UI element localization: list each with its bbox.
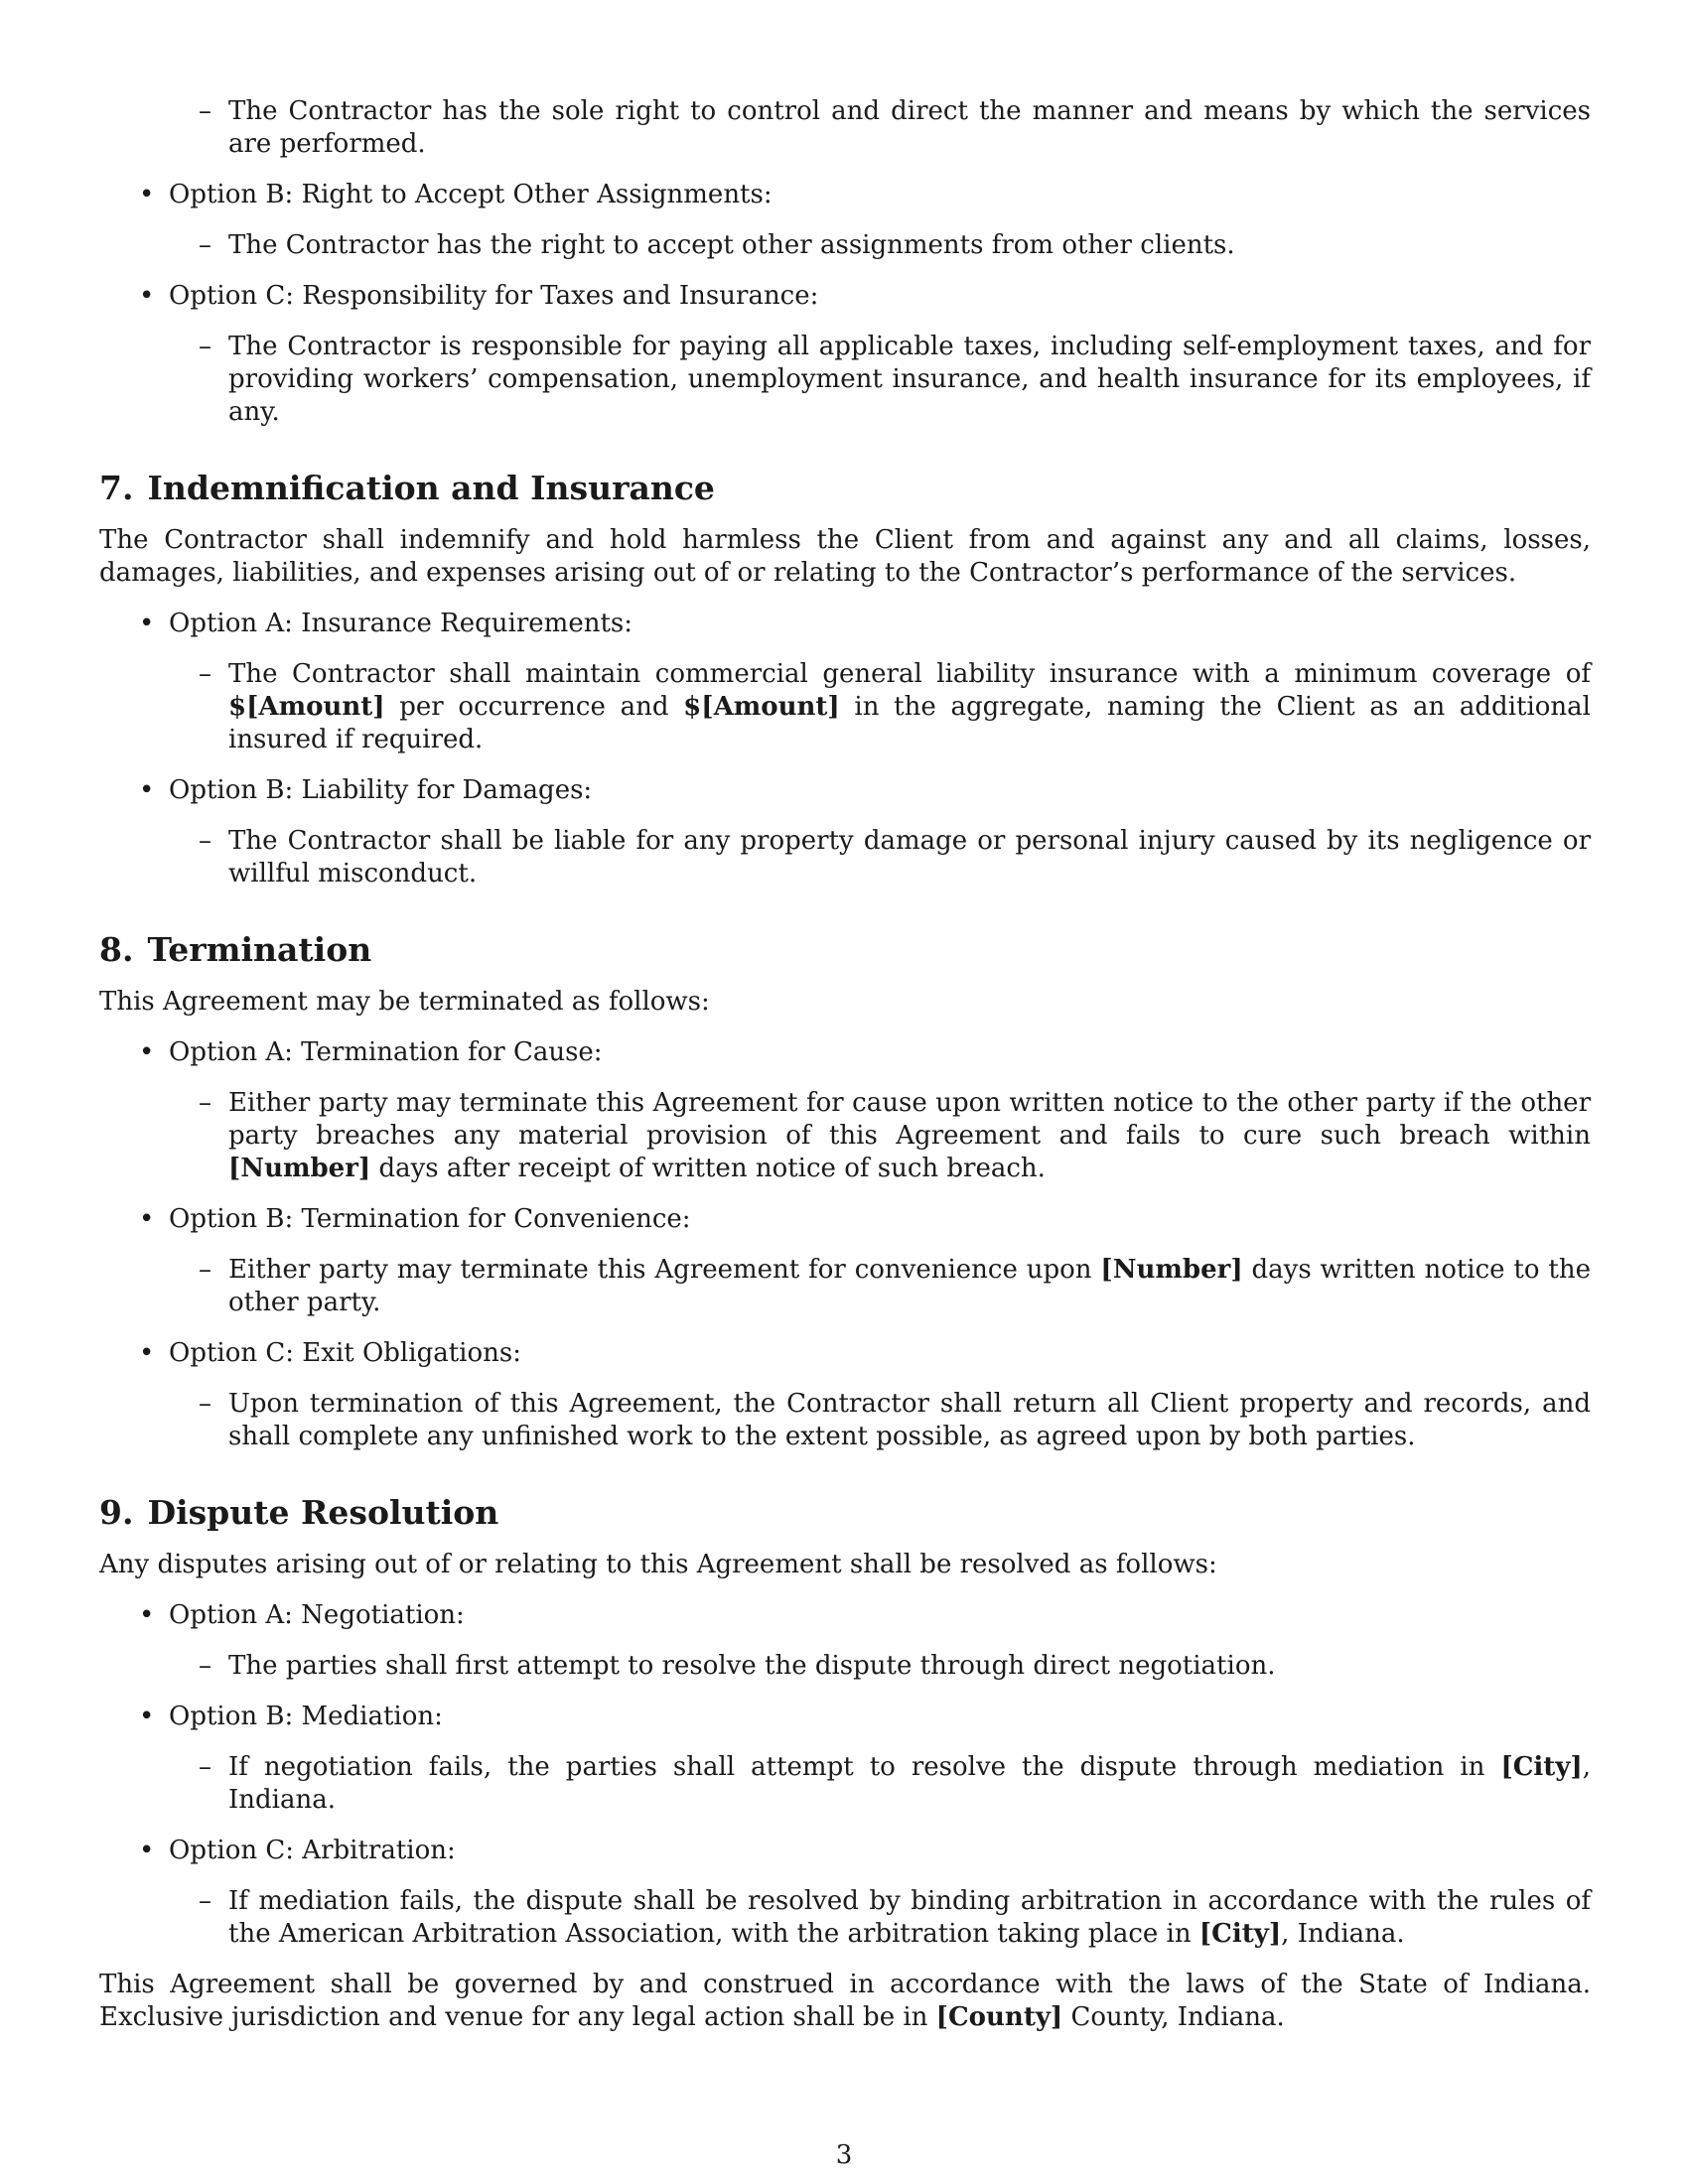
section-7-intro: The Contractor shall indemnify and hold harmless the Client from and against any and all claims, losses, damages, liabilities, and expenses arising out of or relating to the Contractor’s performance of the services.: [99, 525, 1591, 588]
section-9-heading: 9. Dispute Resolution: [99, 1493, 499, 1532]
sec9-option-b-text: – If negotiation fails, the parties shall attempt to resolve the dispute through mediation in [City], Indiana.: [99, 1751, 1591, 1817]
sec9-option-c-label: • Option C: Arbitration:: [99, 1835, 1591, 1867]
sec9-option-c-text: – If mediation fails, the dispute shall be resolved by binding arbitration in accordance with the rules of the American Arbitration Association, with the arbitration taking place in [City], Indiana.: [99, 1885, 1591, 1951]
county-placeholder: [County]: [935, 2002, 1063, 2032]
sec7-option-b-label: • Option B: Liability for Damages:: [99, 774, 1591, 807]
section-9-intro: Any disputes arising out of or relating to this Agreement shall be resolved as follows:: [99, 1550, 1217, 1579]
sec9-option-b-label: • Option B: Mediation:: [99, 1701, 1591, 1733]
sec6-option-b-label: • Option B: Right to Accept Other Assignments:: [99, 179, 1591, 211]
sec8-option-c-label: • Option C: Exit Obligations:: [99, 1337, 1591, 1370]
document-page: [99, 95, 1591, 2052]
sec7-option-a-text: – The Contractor shall maintain commercial general liability insurance with a minimum coverage of $[Amount] per occurrence and $[Amount] in the aggregate, naming the Client as an additional insured if required.: [99, 658, 1591, 756]
sec7-option-a-label: • Option A: Insurance Requirements:: [99, 608, 1591, 640]
city-placeholder: [City]: [1198, 1919, 1282, 1949]
sec8-option-a-text: – Either party may terminate this Agreement for cause upon written notice to the other party if the other party breaches any material provision of this Agreement and fails to cure such breach within [Number] days after receipt of written notice of such breach.: [99, 1087, 1591, 1185]
amount-placeholder: $[Amount]: [683, 692, 840, 722]
sec8-option-a-label: • Option A: Termination for Cause:: [99, 1036, 1591, 1069]
sec6-option-a-text: – The Contractor has the sole right to control and direct the manner and means by which the services are performed.: [99, 95, 1591, 161]
governing-law-paragraph: This Agreement shall be governed by and construed in accordance with the laws of the State of Indiana. Exclusive jurisdiction and venue for any legal action shall be in [County] County, Indiana.: [99, 1970, 1591, 2032]
amount-placeholder: $[Amount]: [228, 692, 385, 722]
number-placeholder: [Number]: [1100, 1255, 1243, 1285]
section-8-intro: This Agreement may be terminated as follows:: [99, 987, 710, 1017]
sec8-option-b-label: • Option B: Termination for Convenience:: [99, 1203, 1591, 1236]
number-placeholder: [Number]: [228, 1154, 371, 1183]
sec9-option-a-label: • Option A: Negotiation:: [99, 1599, 1591, 1632]
sec6-option-c-text: – The Contractor is responsible for paying all applicable taxes, including self-employment taxes, and for providing workers’ compensation, unemployment insurance, and health insurance for its employees, if any.: [99, 331, 1591, 429]
section-7-heading: 7. Indemnification and Insurance: [99, 469, 715, 507]
city-placeholder: [City]: [1500, 1752, 1583, 1782]
sec8-option-b-text: – Either party may terminate this Agreement for convenience upon [Number] days written notice to the other party.: [99, 1254, 1591, 1319]
sec6-option-b-text: – The Contractor has the right to accept other assignments from other clients.: [99, 229, 1591, 262]
sec7-option-b-text: – The Contractor shall be liable for any property damage or personal injury caused by its negligence or willful misconduct.: [99, 825, 1591, 890]
sec8-option-c-text: – Upon termination of this Agreement, the Contractor shall return all Client property and records, and shall complete any unfinished work to the extent possible, as agreed upon by both parties.: [99, 1388, 1591, 1453]
section-8-heading: 8. Termination: [99, 930, 372, 969]
page-number: 3: [835, 2140, 853, 2170]
sec6-option-c-label: • Option C: Responsibility for Taxes and Insurance:: [99, 280, 1591, 313]
sec9-option-a-text: – The parties shall first attempt to resolve the dispute through direct negotiation.: [99, 1650, 1591, 1683]
